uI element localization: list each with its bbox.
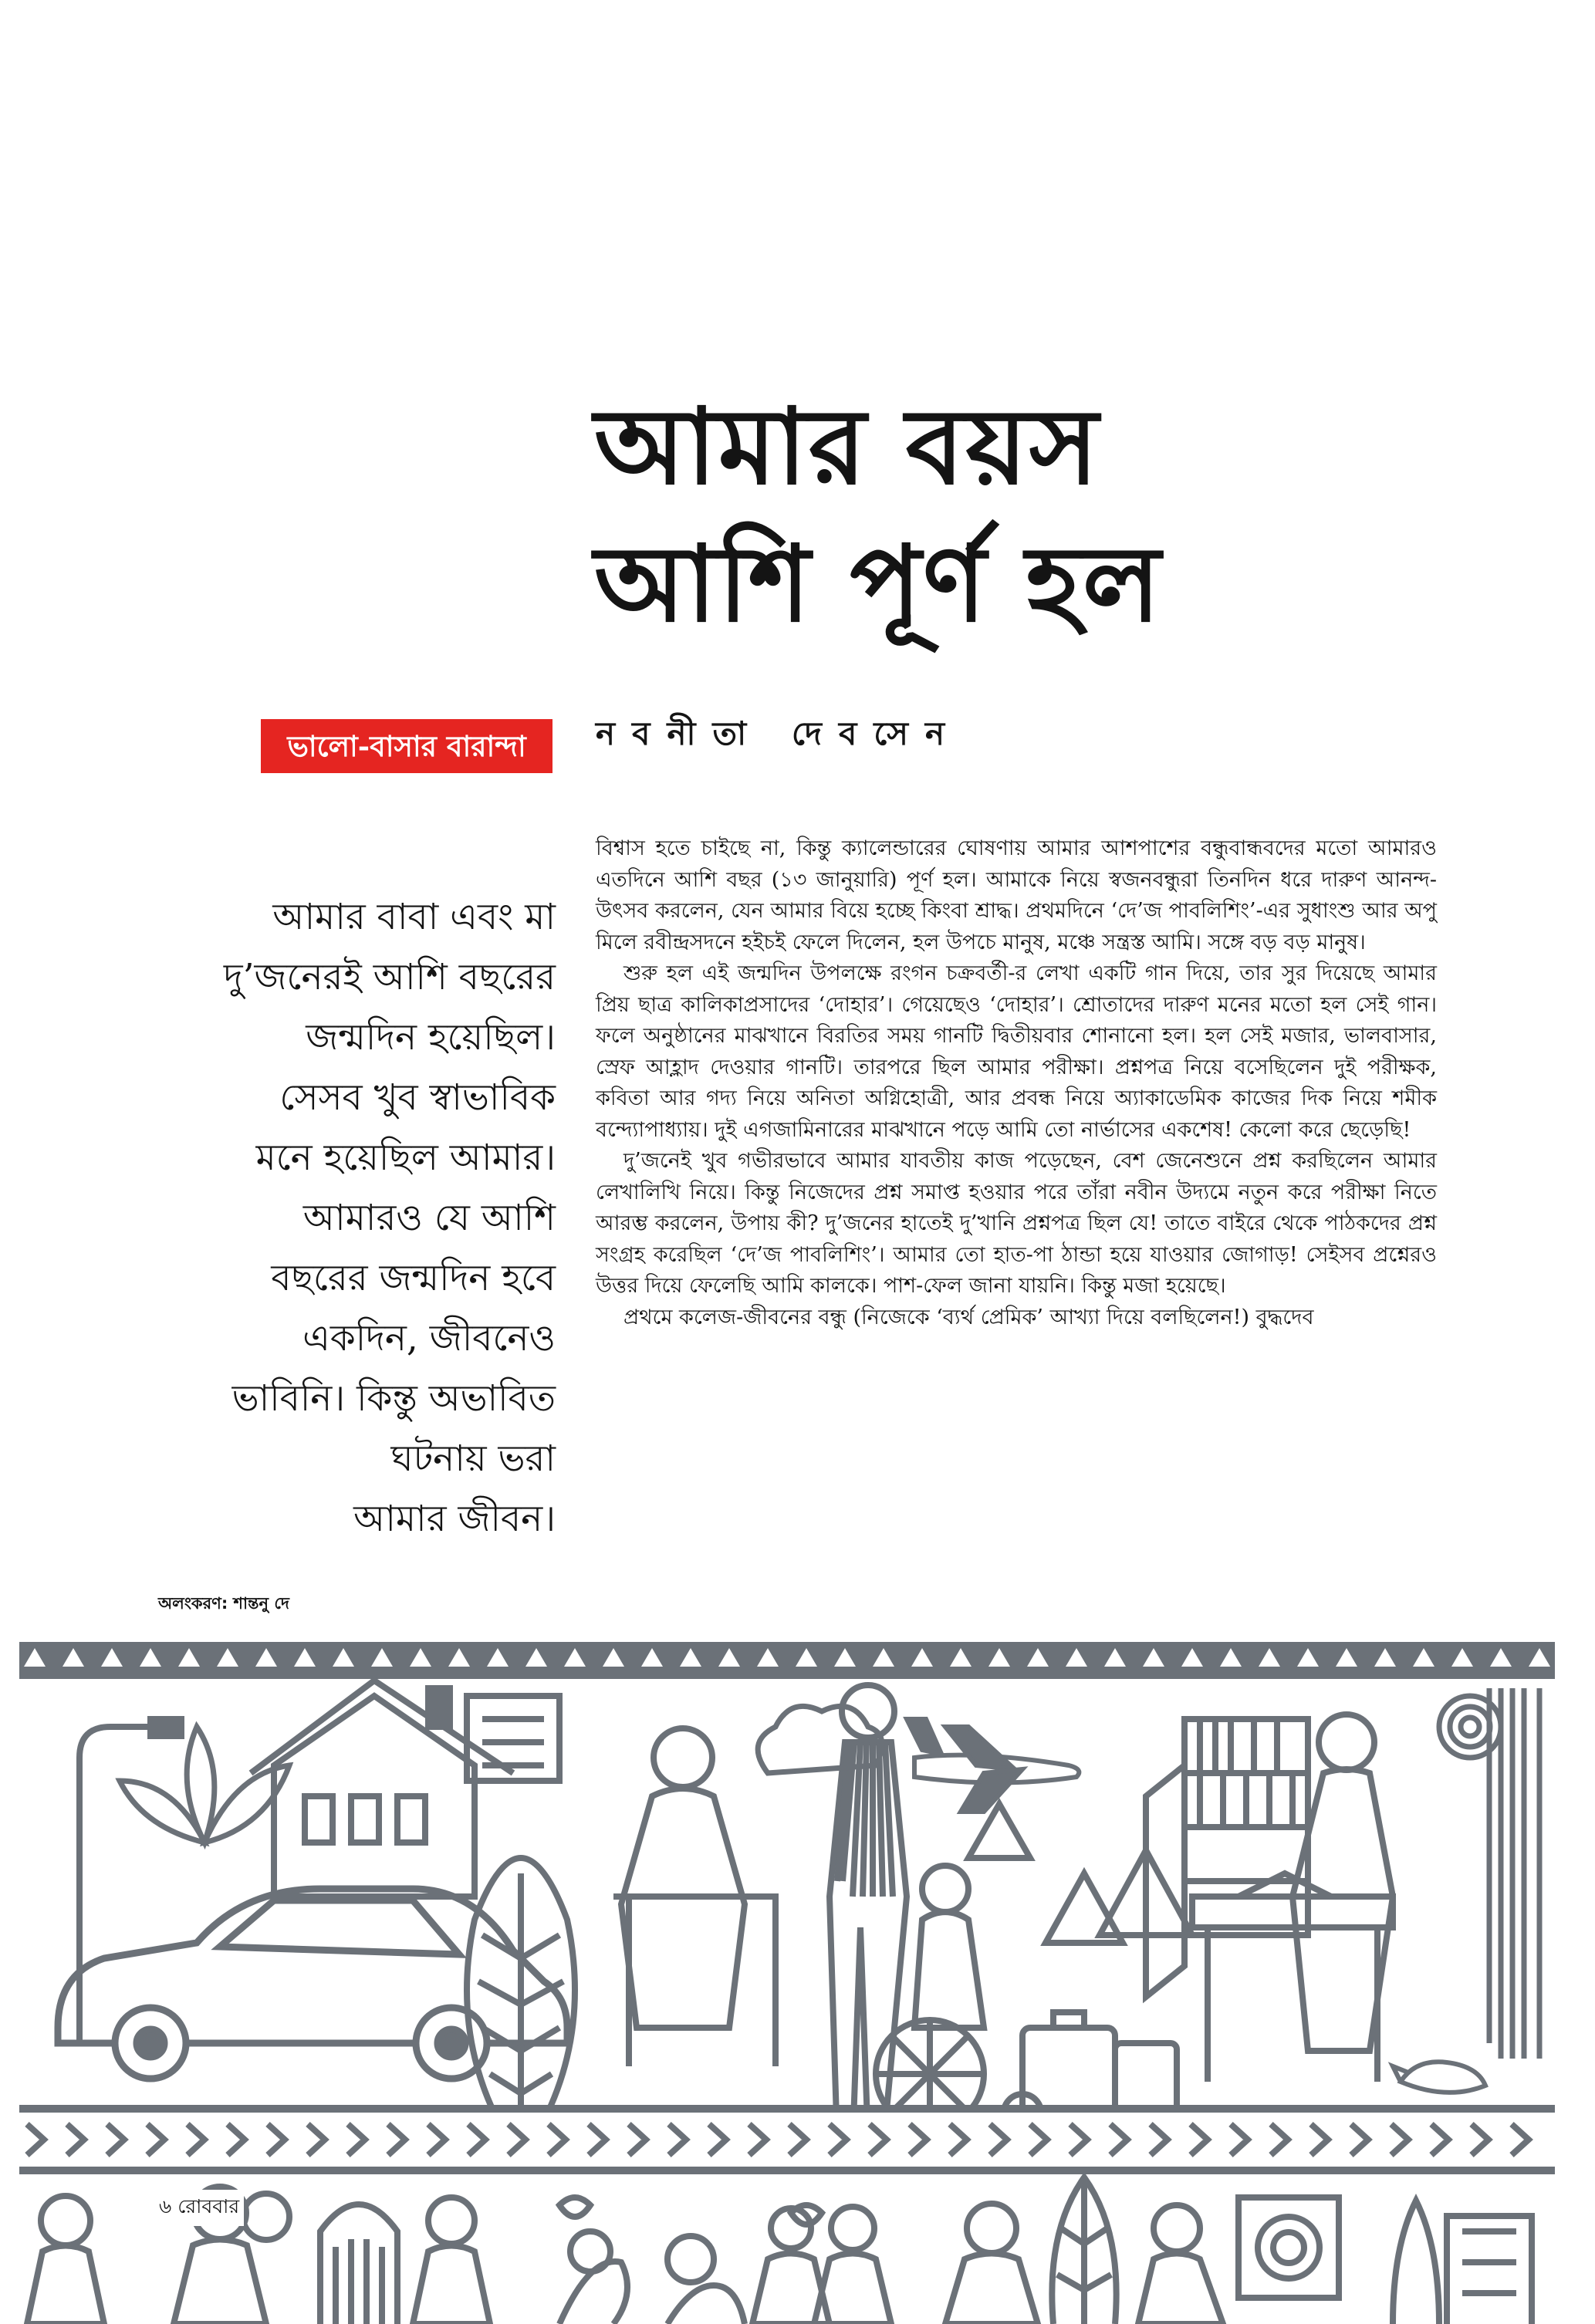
palm-leaf — [120, 1727, 289, 1843]
street-lamp — [79, 1719, 181, 2043]
headline — [594, 378, 1366, 653]
bookshelf — [1146, 1719, 1308, 1997]
wheelchair — [876, 1866, 1041, 2131]
illustration-art — [19, 1642, 1555, 2324]
body-paragraph: দু’জনেই খুব গভীরভাবে আমার যাবতীয় কাজ পড়েছেন, বেশ জেনেশুনে প্রশ্ন করছিলেন আমার লেখালিখি নিয়ে। কিন্তু নিজেদের প্রশ্ন সমাপ্ত হওয়ার পরে তাঁরা নবীন উদ্যমে নতুন করে পরীক্ষা নিতে আরম্ভ করলেন, উপায় কী? দু’জনের হাতেই দু’খানি প্রশ্নপত্র ছিল যে! তাতে বাইরে থেকে পাঠকদের প্রশ্ন সংগ্রহ করেছিল ‘দে’জ পাবলিশিং’। আমার তো হাত-পা ঠান্ডা হয়ে যাওয়ার জোগাড়! সেইসব প্রশ্নেরও উত্তর দিয়ে ফেলেছি আমি কালকে। পাশ-ফেল জানা যায়নি। কিন্তু মজা হয়েছে। — [596, 1149, 1437, 1298]
pull-quote-line: আমার জীবন। — [353, 1498, 556, 1540]
pull-quote-line: দু’জনেরই আশি বছরের — [223, 956, 556, 998]
pull-quote-line: আমারও যে আশি — [302, 1197, 556, 1239]
body-paragraph: শুরু হল এই জন্মদিন উপলক্ষে রংগন চক্রবর্তী-র লেখা একটি গান দিয়ে, তার সুর দিয়েছে আমার প্রিয় ছাত্র কালিকাপ্রসাদের ‘দোহার’। গেয়েছেও ‘দোহার’। শ্রোতাদের দারুণ মনের মতো হল সেই গান। ফলে অনুষ্ঠানের মাঝখানে বিরতির সময় গানটি দ্বিতীয়বার শোনানো হল। হল সেই মজার, ভালবাসার, স্রেফ আহ্লাদ দেওয়ার গানটি। তারপরে ছিল আমার পরীক্ষা। প্রশ্নপত্র নিয়ে বসেছিলেন দুই পরীক্ষক, কবিতা আর গদ্য নিয়ে অনিতা অগ্নিহোত্রী, আর প্রবন্ধ নিয়ে অ্যাকাডেমিক কাজের দিক নিয়ে শমীক বন্দ্যোপাধ্যায়। দুই এগজামিনারের মাঝখানে পড়ে আমি তো নার্ভাসের একশেষ! কেলো করে ছেড়েছি! — [596, 961, 1437, 1142]
headline-line-1: আমার বয়স — [594, 385, 1100, 508]
seated-elderly-woman — [467, 1696, 776, 2066]
house — [251, 1681, 513, 1897]
pyramid-triangles — [968, 1804, 1192, 1943]
cat — [1393, 2062, 1485, 2093]
article-body — [596, 833, 1437, 1333]
body-paragraph: প্রথমে কলেজ-জীবনের বন্ধু (নিজেকে ‘ব্যর্থ প্রেমিক’ আখ্যা দিয়ে বলছিলেন!) বুদ্ধদেব — [623, 1305, 1314, 1329]
pull-quote-line: ভাবিনি। কিন্তু অভাবিত — [231, 1377, 556, 1420]
writer-at-desk — [1192, 1714, 1393, 2082]
illustration-credit: অলংকরণ: শান্তনু দে — [158, 1594, 289, 1613]
airplane — [907, 1719, 1079, 1812]
body-paragraph: বিশ্বাস হতে চাইছে না, কিন্তু ক্যালেন্ডারের ঘোষণায় আমার আশপাশের বন্ধুবান্ধবদের মতো আমারও এতদিনে আশি বছর (১৩ জানুয়ারি) পূর্ণ হল। আমাকে নিয়ে স্বজনবন্ধুরা তিনদিন ধরে দারুণ আনন্দ-উৎসব করলেন, যেন আমার বিয়ে হচ্ছে কিংবা শ্রাদ্ধ। প্রথমদিনে ‘দে’জ পাবলিশিং’-এর সুধাংশু আর অপু মিলে রবীন্দ্রসদনে হইচই ফেলে দিলেন, হল উপচে মানুষ, মঞ্চে সন্ত্রস্ত আমি। সঙ্গে বড় বড় মানুষ। — [596, 836, 1437, 954]
page-folio: ৬ রোববার — [154, 2190, 244, 2226]
pull-quote-line: একদিন, জীবনেও — [302, 1317, 556, 1360]
pull-quote-line: ঘটনায় ভরা — [390, 1437, 556, 1480]
car — [58, 1889, 567, 2079]
section-tag: ভালো-বাসার বারান্দা — [261, 719, 553, 773]
lower-figures — [27, 2177, 1532, 2324]
headline-line-2: আশি পূর্ণ হল — [594, 522, 1163, 646]
pull-quote-line: জন্মদিন হয়েছিল। — [306, 1016, 556, 1059]
pull-quote-line: আমার বাবা এবং মা — [272, 896, 556, 938]
pull-quote-line: বছরের জন্মদিন হবে — [271, 1257, 556, 1299]
pull-quote-line: সেসব খুব স্বাভাবিক — [279, 1076, 556, 1119]
suitcases — [1022, 2012, 1177, 2120]
pull-quote-line: মনে হয়েছিল আমার। — [255, 1137, 556, 1179]
author-byline: নবনীতা দেবসেন — [596, 714, 962, 752]
tree-shape — [467, 1858, 575, 2120]
illustration — [19, 1642, 1555, 2324]
pull-quote — [123, 887, 556, 1549]
